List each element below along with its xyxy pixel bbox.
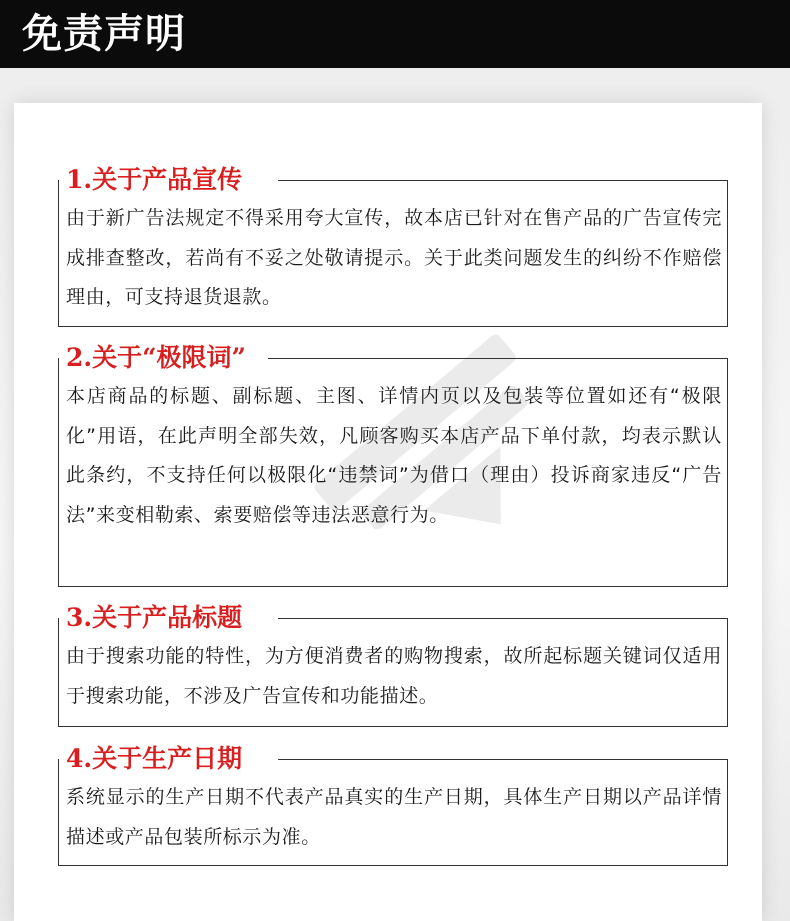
page-title: 免责声明 bbox=[22, 11, 186, 57]
section-body: 系统显示的生产日期不代表产品真实的生产日期，具体生产日期以产品详情描述或产品包装所标示为准。 bbox=[66, 786, 722, 848]
section-body: 由于搜索功能的特性，为方便消费者的购物搜索，故所起标题关键词仅适用于搜索功能，不涉及广告宣传和功能描述。 bbox=[66, 645, 722, 707]
section-4 bbox=[58, 742, 728, 866]
section-2 bbox=[58, 341, 728, 587]
section-1 bbox=[58, 163, 728, 329]
section-3 bbox=[58, 601, 728, 727]
section-title: 2.关于“极限词” bbox=[66, 341, 256, 375]
header-bar bbox=[0, 0, 790, 68]
section-title: 1.关于产品宣传 bbox=[66, 163, 252, 197]
section-title: 4.关于生产日期 bbox=[66, 742, 252, 776]
section-title: 3.关于产品标题 bbox=[66, 601, 252, 635]
section-body: 由于新广告法规定不得采用夸大宣传，故本店已针对在售产品的广告宣传完成排查整改，若尚有不妥之处敬请提示。关于此类问题发生的纠纷不作赔偿理由，可支持退货退款。 bbox=[66, 207, 722, 308]
section-body: 本店商品的标题、副标题、主图、详情内页以及包装等位置如还有“极限化”用语，在此声明全部失效，凡顾客购买本店产品下单付款，均表示默认此条约，不支持任何以极限化“违禁词”为借口（理由）投诉商家违反“广告法”来变相勒索、索要赔偿等违法恶意行为。 bbox=[66, 385, 722, 526]
